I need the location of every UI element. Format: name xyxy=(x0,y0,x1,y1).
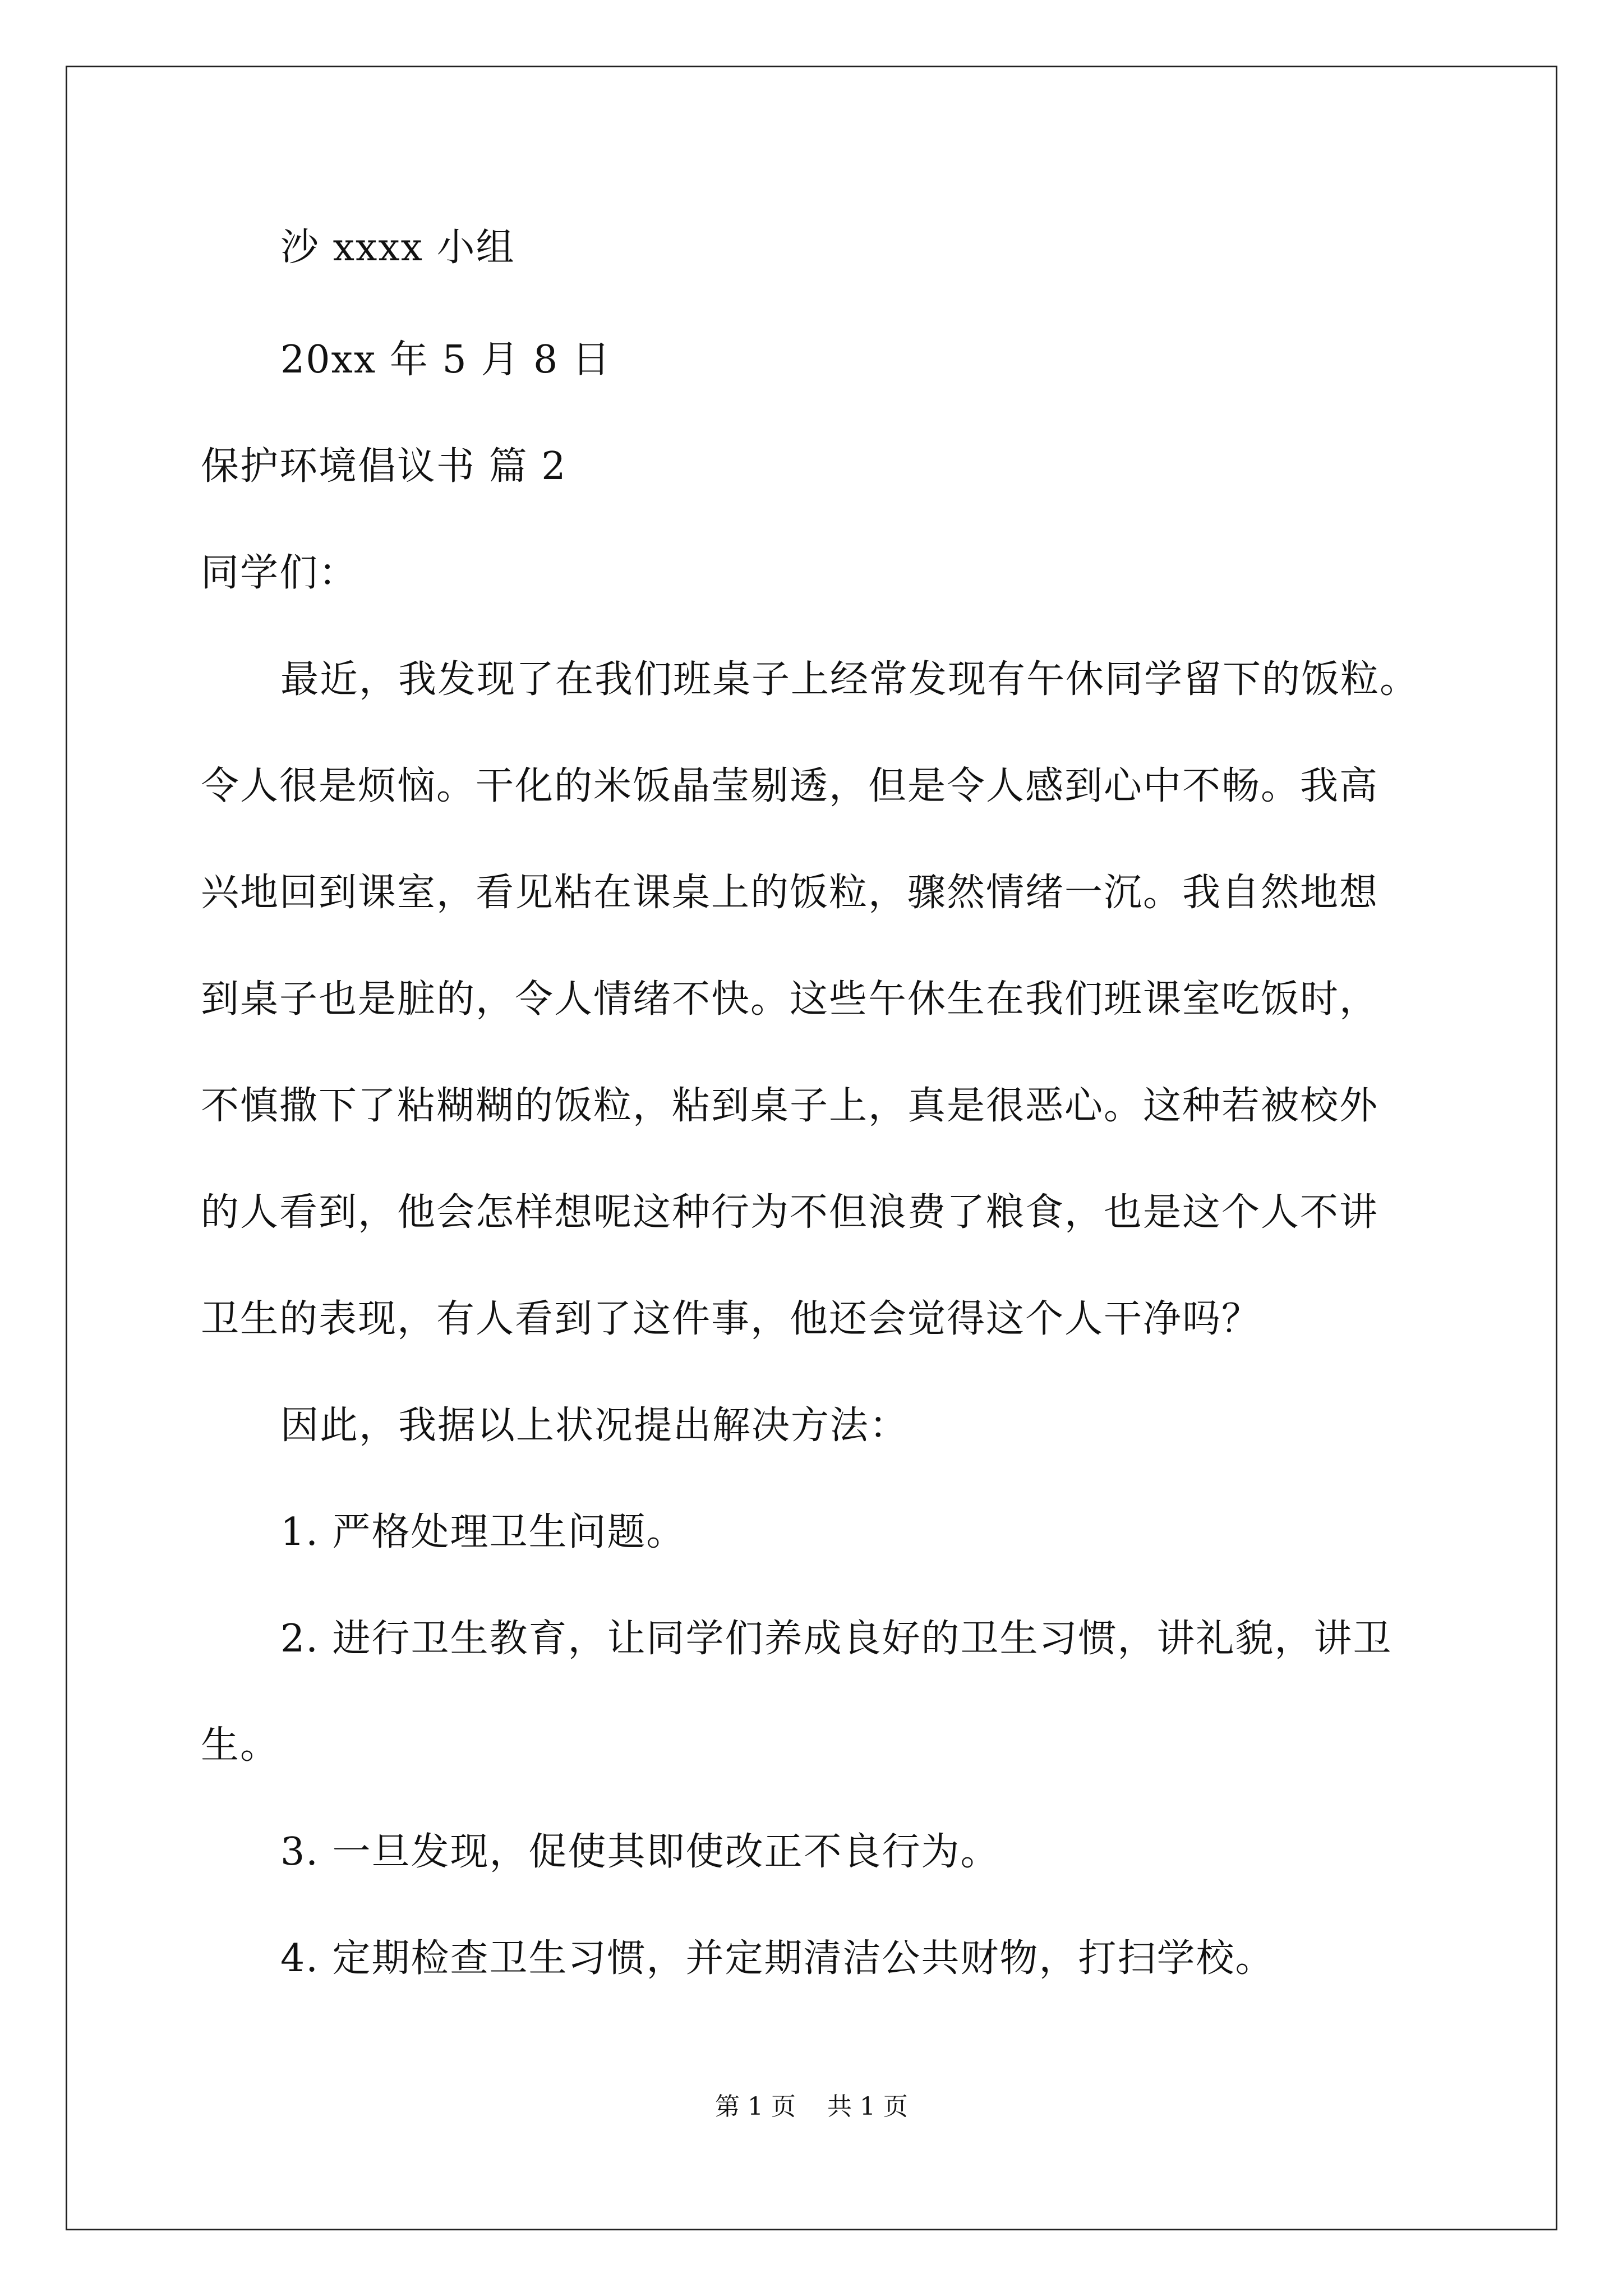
solution-item-3: 3. 一旦发现，促使其即使改正不良行为。 xyxy=(280,1830,1000,1874)
page-number-footer: 第 1 页 共 1 页 xyxy=(715,2092,908,2121)
salutation: 同学们： xyxy=(201,551,358,595)
solution-item-2: 2. 进行卫生教育，让同学们养成良好的卫生习惯，讲礼貌，讲卫 xyxy=(280,1617,1393,1661)
paragraph-line: 到桌子也是脏的，令人情绪不快。这些午休生在我们班课室吃饭时， xyxy=(201,977,1379,1022)
paragraph-line: 最近，我发现了在我们班桌子上经常发现有午休同学留下的饭粒。 xyxy=(280,657,1419,702)
page-border xyxy=(66,66,1557,2230)
solutions-intro: 因此，我据以上状况提出解决方法： xyxy=(280,1404,909,1448)
solution-item-1: 1. 严格处理卫生问题。 xyxy=(280,1510,686,1554)
paragraph-line: 兴地回到课室，看见粘在课桌上的饭粒，骤然情绪一沉。我自然地想 xyxy=(201,871,1379,915)
signature-group: 沙 xxxx 小组 xyxy=(280,226,515,270)
paragraph-line: 的人看到，他会怎样想呢这种行为不但浪费了粮食，也是这个人不讲 xyxy=(201,1190,1379,1235)
signature-date: 20xx 年 5 月 8 日 xyxy=(280,338,611,382)
solution-item-4: 4. 定期检查卫生习惯，并定期清洁公共财物，打扫学校。 xyxy=(280,1936,1275,1981)
section-title: 保护环境倡议书 篇 2 xyxy=(201,444,567,489)
paragraph-line: 卫生的表现，有人看到了这件事，他还会觉得这个人干净吗？ xyxy=(201,1297,1261,1341)
solution-item-2-continued: 生。 xyxy=(201,1723,280,1768)
paragraph-line: 令人很是烦恼。干化的米饭晶莹剔透，但是令人感到心中不畅。我高 xyxy=(201,764,1379,808)
paragraph-line: 不慎撒下了粘糊糊的饭粒，粘到桌子上，真是很恶心。这种若被校外 xyxy=(201,1084,1379,1128)
